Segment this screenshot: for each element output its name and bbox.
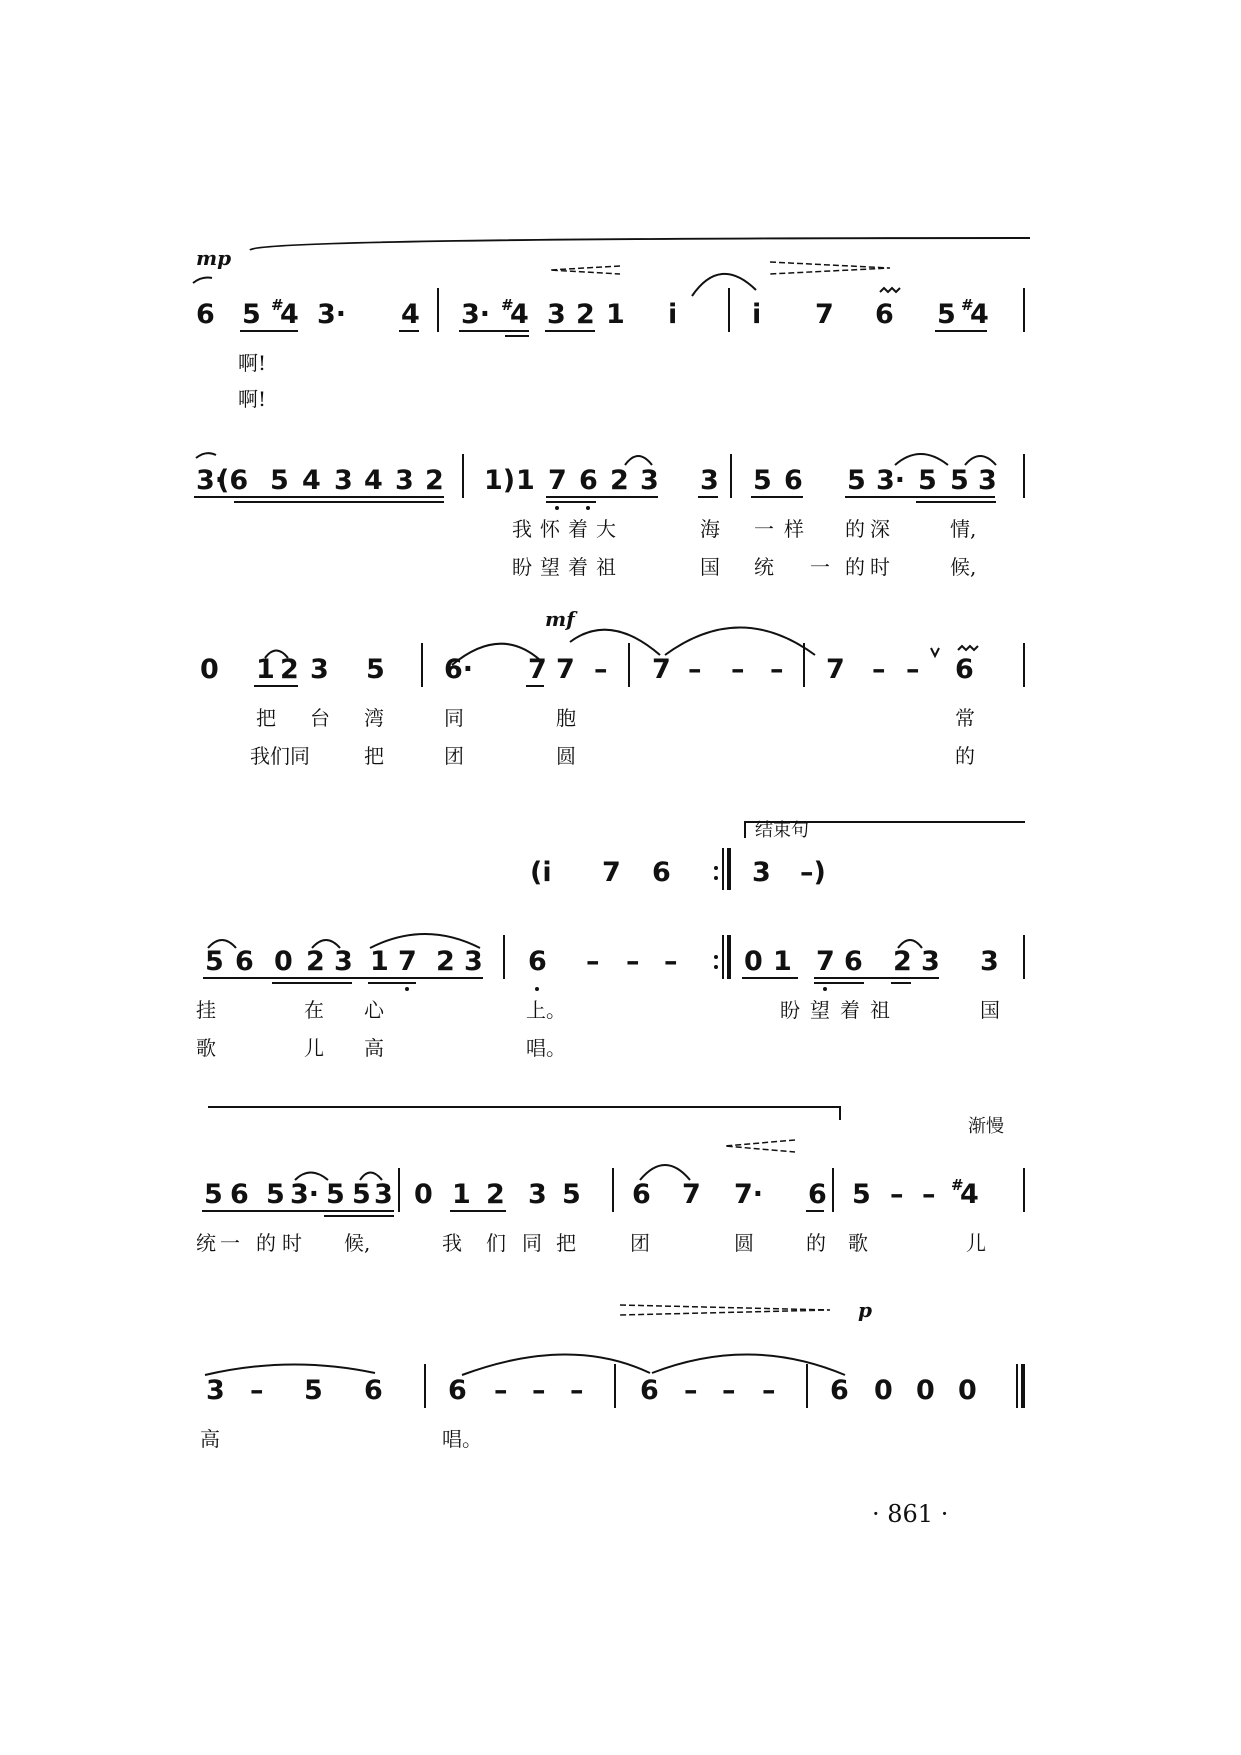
note: 5	[266, 1179, 285, 1210]
note: 6	[808, 1179, 827, 1210]
note: # 4	[961, 296, 989, 330]
note: 3·	[876, 465, 906, 496]
crescendo-hairpin	[550, 266, 620, 274]
barline	[421, 643, 423, 687]
note: –)	[800, 857, 826, 888]
barline	[503, 935, 505, 979]
lyric: 高	[364, 1036, 384, 1060]
eighth-underline	[450, 1210, 506, 1212]
barline	[728, 288, 730, 332]
note: (i	[530, 857, 552, 888]
note: 3	[374, 1179, 393, 1210]
barline	[806, 1364, 808, 1408]
note: 5	[352, 1179, 371, 1210]
note: # 4	[271, 296, 299, 330]
lyric: 胞	[556, 706, 576, 730]
note: 6	[844, 946, 863, 977]
note: 7	[816, 946, 835, 977]
lyric: 时	[870, 555, 890, 579]
breath-mark	[931, 648, 939, 656]
eighth-underline	[240, 330, 298, 332]
note: 0	[414, 1179, 433, 1210]
slur	[965, 456, 996, 465]
ritardando-mark: 渐慢	[968, 1116, 1004, 1137]
sixteenth-underline	[891, 982, 911, 984]
lyric: 心	[364, 998, 384, 1022]
note: 6	[448, 1375, 467, 1406]
lyric: 祖	[596, 555, 616, 579]
barline	[1023, 454, 1025, 498]
lyric: 把	[256, 706, 276, 730]
note: 3	[980, 946, 999, 977]
lyric: 情,	[950, 517, 977, 541]
lyric: 把	[364, 744, 384, 768]
note: 1	[256, 654, 275, 685]
slur	[462, 1354, 650, 1375]
barline	[398, 1168, 400, 1212]
eighth-underline	[254, 685, 298, 687]
low-octave-dot	[555, 506, 559, 510]
barline	[1023, 1168, 1025, 1212]
note: 3	[752, 857, 771, 888]
lyric: 同	[444, 706, 464, 730]
note: –	[762, 1375, 776, 1406]
note: 2	[610, 465, 629, 496]
note: 5	[950, 465, 969, 496]
sixteenth-underline	[368, 982, 416, 984]
note: 1	[606, 299, 625, 330]
slur	[640, 1165, 690, 1180]
repeat-barline-thick	[727, 848, 731, 890]
note: 4	[302, 465, 321, 496]
note: 7	[398, 946, 417, 977]
final-barline	[1016, 1364, 1018, 1408]
eighth-underline	[194, 496, 444, 498]
slur	[205, 1364, 375, 1375]
lyric: 的	[845, 555, 865, 579]
note: 5	[242, 299, 261, 330]
ending-label: 结束句	[755, 820, 809, 841]
decrescendo-hairpin	[620, 1305, 830, 1315]
barline	[628, 643, 630, 687]
note: –	[890, 1179, 904, 1210]
note: i	[668, 299, 678, 330]
note: –	[722, 1375, 736, 1406]
eighth-underline	[814, 977, 939, 979]
lyric: 唱。	[442, 1427, 482, 1451]
slur	[692, 274, 756, 296]
note: 6	[528, 946, 547, 977]
eighth-underline	[526, 685, 544, 687]
lyric: 盼	[512, 555, 532, 579]
note: 6	[955, 654, 974, 685]
lyric: 把	[556, 1231, 576, 1255]
phrase-slur	[250, 238, 1030, 250]
note: 1	[516, 465, 535, 496]
eighth-underline	[806, 1210, 824, 1212]
note: 2	[436, 946, 455, 977]
note: 7	[602, 857, 621, 888]
low-octave-dot	[405, 987, 409, 991]
note: 5	[918, 465, 937, 496]
sixteenth-underline	[546, 501, 596, 503]
repeat-barline-thick	[727, 935, 731, 979]
lyric: 着	[568, 517, 588, 541]
lyric: 着	[568, 555, 588, 579]
note: 5	[852, 1179, 871, 1210]
note: –	[570, 1375, 584, 1406]
note: 2	[425, 465, 444, 496]
note: 1	[370, 946, 389, 977]
lyric: 们	[486, 1231, 506, 1255]
note: 6	[196, 299, 215, 330]
note: 5	[847, 465, 866, 496]
lyric: 统	[754, 555, 774, 579]
lyric: 的	[256, 1231, 276, 1255]
lyric: 盼	[780, 998, 800, 1022]
barline	[1023, 935, 1025, 979]
lyric: 祖	[870, 998, 890, 1022]
lyric: 海	[700, 517, 720, 541]
lyric: 一	[754, 517, 774, 541]
lyric: 唱。	[526, 1036, 566, 1060]
low-octave-dot	[823, 987, 827, 991]
note: 3	[464, 946, 483, 977]
note: 7	[682, 1179, 701, 1210]
note: 6	[640, 1375, 659, 1406]
note: i	[752, 299, 762, 330]
low-octave-dot	[586, 506, 590, 510]
lyric: 湾	[364, 706, 384, 730]
note: 3	[395, 465, 414, 496]
note: –	[731, 654, 745, 685]
lyric: 国	[980, 998, 1000, 1022]
lyric: 儿	[966, 1231, 986, 1255]
eighth-underline	[545, 330, 595, 332]
note: 5	[204, 1179, 223, 1210]
sixteenth-underline	[916, 501, 996, 503]
lyric: 我	[442, 1231, 462, 1255]
note: 6	[235, 946, 254, 977]
lyric: 挂	[196, 998, 216, 1022]
note: # 4	[501, 296, 529, 330]
lyric: 大	[596, 517, 616, 541]
note: –	[688, 654, 702, 685]
lyric: 候,	[344, 1231, 371, 1255]
lyric: 统	[196, 1231, 216, 1255]
eighth-underline	[399, 330, 419, 332]
note: –	[586, 946, 600, 977]
note: 4	[364, 465, 383, 496]
lyric: 国	[700, 555, 720, 579]
note: 6·	[444, 654, 474, 685]
note: (6	[217, 465, 249, 496]
lyric: 常	[955, 706, 975, 730]
lyric: 歌	[196, 1036, 216, 1060]
eighth-underline	[203, 977, 483, 979]
note: 3	[978, 465, 997, 496]
note: –	[922, 1179, 936, 1210]
note: 0	[274, 946, 293, 977]
note: –	[626, 946, 640, 977]
note: 1	[773, 946, 792, 977]
lyric: 上。	[526, 998, 566, 1022]
note: 6	[784, 465, 803, 496]
lyric: 高	[200, 1427, 220, 1451]
slur	[665, 628, 815, 656]
lyric: 啊!	[238, 387, 267, 411]
note: 6	[652, 857, 671, 888]
phrase-bracket	[208, 1107, 840, 1120]
eighth-underline	[459, 330, 529, 332]
note: 2	[280, 654, 299, 685]
note: –	[770, 654, 784, 685]
note: –	[906, 654, 920, 685]
note: 3	[700, 465, 719, 496]
slur	[193, 278, 212, 283]
note: 2	[306, 946, 325, 977]
note: 3·	[290, 1179, 320, 1210]
barline	[832, 1168, 834, 1212]
note: 1)	[484, 465, 516, 496]
eighth-underline	[845, 496, 995, 498]
lyric: 歌	[848, 1231, 868, 1255]
note: –	[594, 654, 608, 685]
lyric: 同	[522, 1231, 542, 1255]
lyric: 团	[630, 1231, 650, 1255]
note: 5	[205, 946, 224, 977]
slur	[652, 1354, 845, 1375]
repeat-dot	[714, 955, 718, 959]
note: 5	[270, 465, 289, 496]
note: 7	[815, 299, 834, 330]
note: 3·	[317, 299, 347, 330]
note: 5	[562, 1179, 581, 1210]
lyric: 团	[444, 744, 464, 768]
slur	[196, 453, 216, 458]
trill-mark	[958, 646, 978, 650]
lyric: 圆	[734, 1231, 754, 1255]
note: 0	[958, 1375, 977, 1406]
lyric: 样	[784, 517, 804, 541]
note: 0	[916, 1375, 935, 1406]
note: 5	[366, 654, 385, 685]
note: 2	[486, 1179, 505, 1210]
note: 3	[206, 1375, 225, 1406]
note: 3	[334, 465, 353, 496]
repeat-dot	[714, 965, 718, 969]
decrescendo-hairpin	[770, 262, 890, 274]
barline	[437, 288, 439, 332]
lyric: 望	[810, 998, 830, 1022]
note: –	[494, 1375, 508, 1406]
barline	[730, 454, 732, 498]
lyric: 的	[955, 744, 975, 768]
eighth-underline	[546, 496, 658, 498]
note: 0	[874, 1375, 893, 1406]
repeat-barline	[722, 848, 724, 890]
eighth-underline	[751, 496, 803, 498]
note: 2	[893, 946, 912, 977]
sixteenth-underline	[814, 982, 864, 984]
note: 0	[200, 654, 219, 685]
note: 2	[576, 299, 595, 330]
sixteenth-underline	[272, 982, 352, 984]
note: –	[872, 654, 886, 685]
lyric: 一	[810, 555, 830, 579]
barline	[614, 1364, 616, 1408]
dynamic-mp: mp	[196, 246, 232, 270]
note: 7	[528, 654, 547, 685]
note: 3·	[196, 465, 226, 496]
slur	[625, 456, 652, 465]
repeat-barline	[722, 935, 724, 979]
sixteenth-underline	[505, 335, 529, 337]
note: –	[532, 1375, 546, 1406]
eighth-underline	[698, 496, 718, 498]
note: 0	[744, 946, 763, 977]
note: –	[684, 1375, 698, 1406]
note: 6	[364, 1375, 383, 1406]
note: 3	[640, 465, 659, 496]
note: 7·	[734, 1179, 764, 1210]
trill-mark	[880, 288, 900, 292]
barline	[424, 1364, 426, 1408]
barline	[1023, 643, 1025, 687]
note: 3	[921, 946, 940, 977]
note: 7	[826, 654, 845, 685]
note: 3	[310, 654, 329, 685]
barline	[612, 1168, 614, 1212]
barline	[1023, 288, 1025, 332]
sixteenth-underline	[324, 1215, 394, 1217]
dynamic-p: p	[858, 1298, 872, 1322]
slur	[570, 630, 660, 655]
note: 1	[452, 1179, 471, 1210]
dynamic-mf: mf	[545, 607, 575, 631]
note: 3	[547, 299, 566, 330]
lyric: 望	[540, 555, 560, 579]
note: 3·	[461, 299, 491, 330]
note: 7	[548, 465, 567, 496]
eighth-underline	[202, 1210, 394, 1212]
lyric: 台	[310, 706, 330, 730]
note: 6	[632, 1179, 651, 1210]
lyric: 的	[845, 517, 865, 541]
note: 6	[875, 299, 894, 330]
lyric: 我们同	[250, 744, 310, 768]
eighth-underline	[935, 330, 987, 332]
low-octave-dot	[535, 987, 539, 991]
lyric: 着	[840, 998, 860, 1022]
note: 6	[830, 1375, 849, 1406]
lyric: 深	[870, 517, 890, 541]
lyric: 儿	[304, 1036, 324, 1060]
note: 7	[652, 654, 671, 685]
note: –	[250, 1375, 264, 1406]
note: 5	[326, 1179, 345, 1210]
slur	[895, 454, 948, 465]
barline	[462, 454, 464, 498]
note: 6	[230, 1179, 249, 1210]
lyric: 怀	[540, 517, 560, 541]
note: 5	[304, 1375, 323, 1406]
lyric: 的	[806, 1231, 826, 1255]
lyric: 圆	[556, 744, 576, 768]
final-barline-thick	[1021, 1364, 1025, 1408]
note: 5	[937, 299, 956, 330]
eighth-underline	[742, 977, 798, 979]
crescendo-hairpin	[725, 1140, 795, 1152]
note: # 4	[951, 1176, 979, 1210]
lyric: 候,	[950, 555, 977, 579]
lyric: 我	[512, 517, 532, 541]
repeat-dot	[714, 866, 718, 870]
note: 7	[556, 654, 575, 685]
repeat-dot	[714, 876, 718, 880]
page-number: · 861 ·	[872, 1500, 949, 1528]
sixteenth-underline	[234, 501, 444, 503]
note: 4	[401, 299, 420, 330]
note: 5	[753, 465, 772, 496]
note: 6	[579, 465, 598, 496]
note: –	[664, 946, 678, 977]
note: 3	[528, 1179, 547, 1210]
lyric: 一	[220, 1231, 240, 1255]
lyric: 在	[304, 998, 324, 1022]
lyric: 啊!	[238, 351, 267, 375]
lyric: 时	[282, 1231, 302, 1255]
barline	[803, 643, 805, 687]
note: 3	[334, 946, 353, 977]
